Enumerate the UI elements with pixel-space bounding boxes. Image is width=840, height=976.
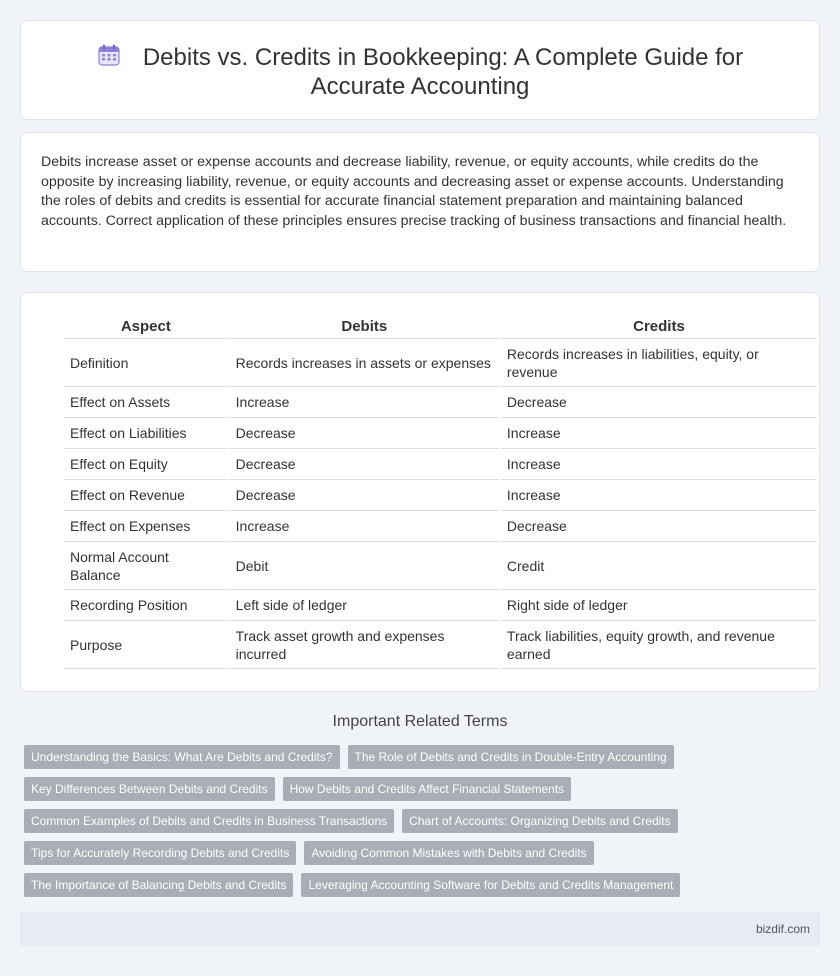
column-header: Credits xyxy=(501,311,817,339)
tag-row xyxy=(24,873,824,897)
tag-row xyxy=(24,841,824,865)
table-cell: Recording Position xyxy=(64,590,228,621)
table-cell: Increase xyxy=(230,387,499,418)
header-card xyxy=(20,20,820,120)
calendar-icon xyxy=(97,43,121,67)
tag-row xyxy=(24,809,824,833)
table-cell: Records increases in assets or expenses xyxy=(230,339,499,387)
page-title-wrap xyxy=(21,43,819,101)
comparison-table xyxy=(62,311,819,669)
related-term-link[interactable]: The Role of Debits and Credits in Double-Entry Accounting xyxy=(348,745,674,769)
related-term-link[interactable]: The Importance of Balancing Debits and Credits xyxy=(24,873,293,897)
tag-row xyxy=(24,745,824,769)
column-header: Aspect xyxy=(64,311,228,339)
table-cell: Decrease xyxy=(501,387,817,418)
related-term-link[interactable]: Common Examples of Debits and Credits in Business Transactions xyxy=(24,809,394,833)
table-cell: Effect on Assets xyxy=(64,387,228,418)
table-row xyxy=(64,511,817,542)
table-row xyxy=(64,339,817,387)
table-cell: Decrease xyxy=(230,418,499,449)
table-row xyxy=(64,387,817,418)
table-cell: Decrease xyxy=(230,480,499,511)
footer-site-link[interactable]: bizdif.com xyxy=(755,922,810,936)
table-cell: Normal Account Balance xyxy=(64,542,228,590)
column-header: Debits xyxy=(230,311,499,339)
related-term-link[interactable]: Key Differences Between Debits and Credits xyxy=(24,777,275,801)
intro-text: Debits increase asset or expense accounts and decrease liability, revenue, or equity accounts, while credits do the opposite by increasing liability, revenue, or equity accounts and decreasing asset or expense accounts. Understanding the roles of debits and credits is essential for accurate financial statement preparation and maintaining balanced accounts. Correct application of these principles ensures precise tracking of business transactions and financial health. xyxy=(41,154,787,229)
table-cell: Track liabilities, equity growth, and revenue earned xyxy=(501,621,817,669)
table-cell: Increase xyxy=(230,511,499,542)
table-cell: Decrease xyxy=(230,449,499,480)
related-term-link[interactable]: Leveraging Accounting Software for Debits and Credits Management xyxy=(301,873,680,897)
table-row xyxy=(64,590,817,621)
table-cell: Effect on Liabilities xyxy=(64,418,228,449)
intro-card xyxy=(20,132,820,272)
table-cell: Track asset growth and expenses incurred xyxy=(230,621,499,669)
related-terms-title: Important Related Terms xyxy=(332,713,508,730)
table-cell: Decrease xyxy=(501,511,817,542)
table-cell: Effect on Expenses xyxy=(64,511,228,542)
table-cell: Records increases in liabilities, equity, or revenue xyxy=(501,339,817,387)
footer xyxy=(20,912,820,946)
related-terms-list xyxy=(24,745,824,905)
table-cell: Debit xyxy=(230,542,499,590)
page-title: Debits vs. Credits in Bookkeeping: A Complete Guide for Accurate Accounting xyxy=(142,44,744,100)
table-row xyxy=(64,418,817,449)
related-term-link[interactable]: How Debits and Credits Affect Financial Statements xyxy=(283,777,572,801)
table-cell: Increase xyxy=(501,418,817,449)
comparison-table-card xyxy=(20,292,820,692)
related-term-link[interactable]: Understanding the Basics: What Are Debits and Credits? xyxy=(24,745,340,769)
table-header-row xyxy=(64,311,817,339)
table-cell: Increase xyxy=(501,480,817,511)
tag-row xyxy=(24,777,824,801)
table-cell: Increase xyxy=(501,449,817,480)
table-cell: Effect on Equity xyxy=(64,449,228,480)
related-term-link[interactable]: Tips for Accurately Recording Debits and Credits xyxy=(24,841,296,865)
table-row xyxy=(64,621,817,669)
table-cell: Right side of ledger xyxy=(501,590,817,621)
table-cell: Credit xyxy=(501,542,817,590)
table-row xyxy=(64,480,817,511)
table-row xyxy=(64,542,817,590)
table-cell: Left side of ledger xyxy=(230,590,499,621)
related-term-link[interactable]: Chart of Accounts: Organizing Debits and Credits xyxy=(402,809,677,833)
related-term-link[interactable]: Avoiding Common Mistakes with Debits and Credits xyxy=(304,841,593,865)
table-cell: Definition xyxy=(64,339,228,387)
table-row xyxy=(64,449,817,480)
table-cell: Effect on Revenue xyxy=(64,480,228,511)
table-cell: Purpose xyxy=(64,621,228,669)
